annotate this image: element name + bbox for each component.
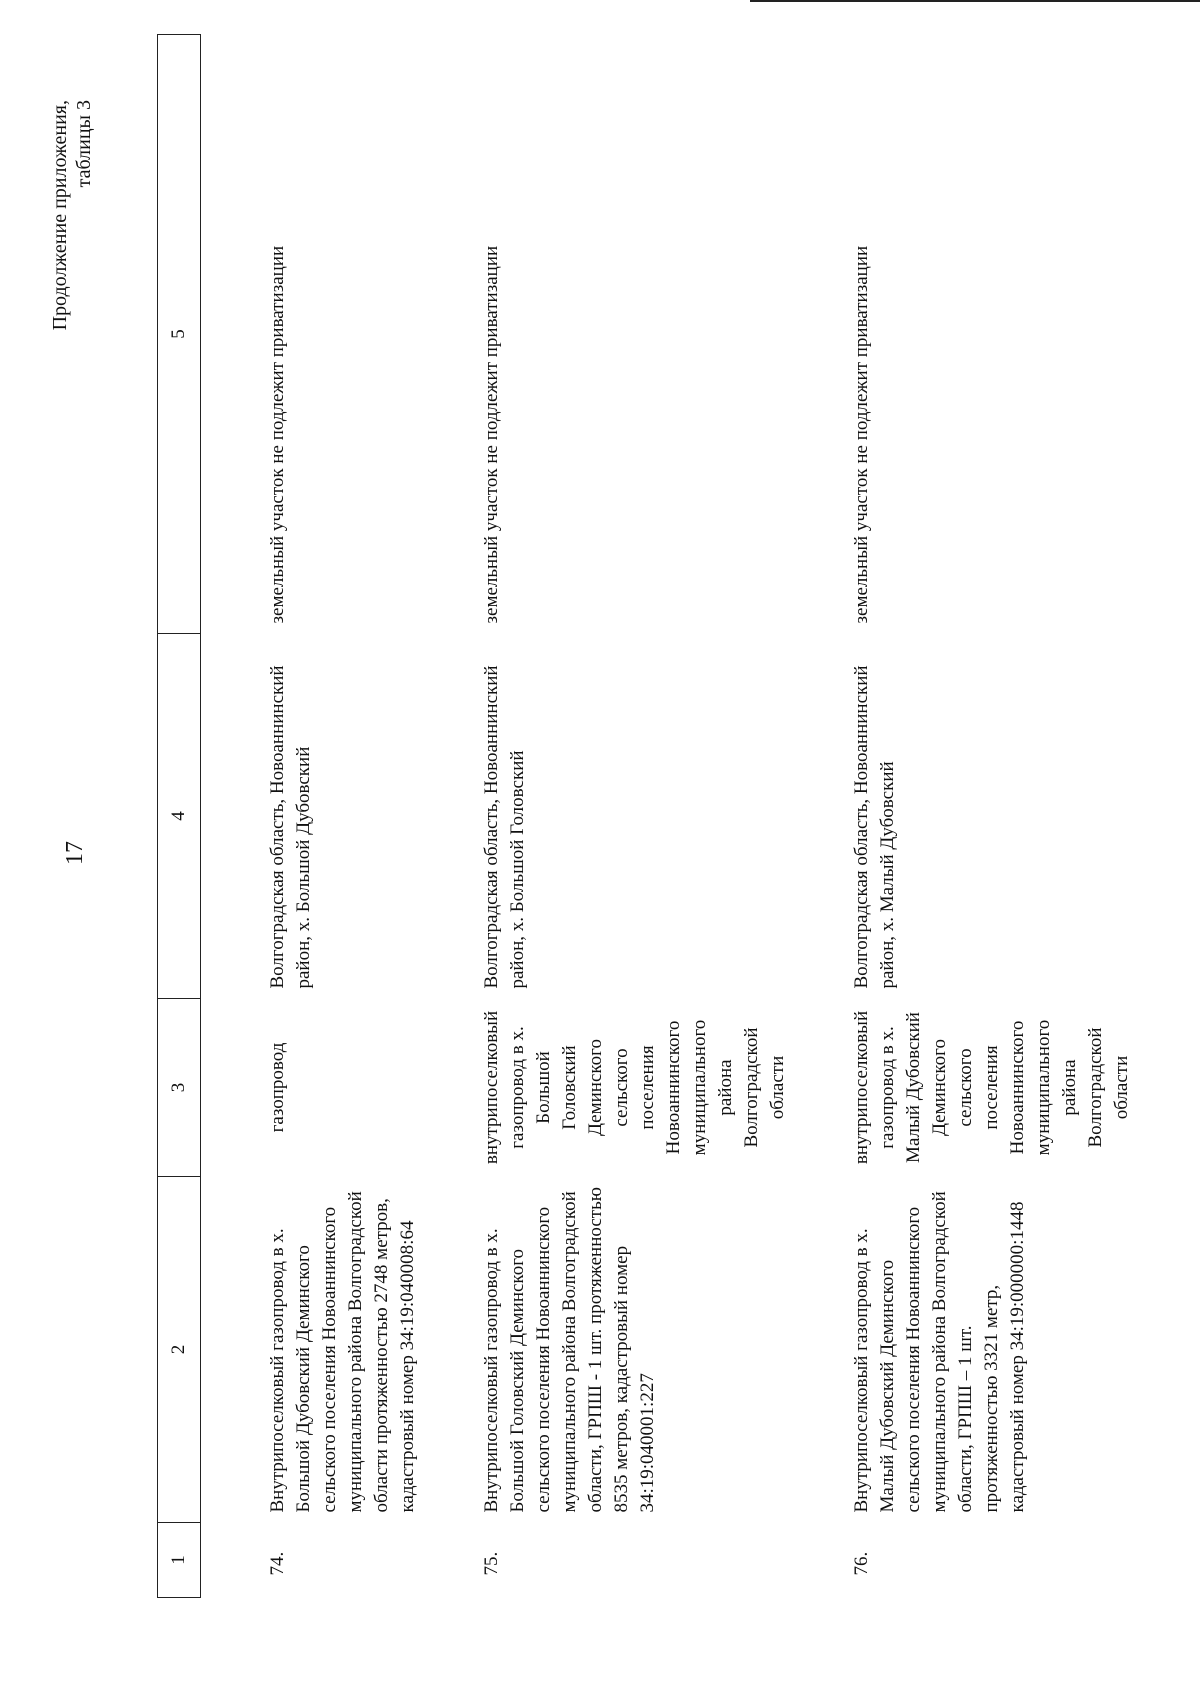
continuation-line-1: Продолжение приложения, (49, 100, 71, 331)
row-number: 74. (267, 1551, 288, 1576)
column-header-5: 5 (158, 35, 201, 634)
object-name: Внутрипоселковый газопровод в х. Большой Головский Деминского сельского поселения Новоаннинского муниципального района Волгоградской области, ГРПШ - 1 шт. протяженностью 8535 метров, кадастровый номер 34:19:040001:227 (481, 1187, 658, 1513)
property-register-table (157, 34, 1175, 1598)
object-note: земельный участок не подлежит приватизации (481, 245, 502, 624)
column-header-1: 1 (158, 1523, 201, 1598)
column-header-2: 2 (158, 1177, 201, 1523)
object-address: Волгоградская область, Новоаннинский район, х. Малый Дубовский (851, 665, 898, 989)
table-row (831, 35, 1175, 1598)
table-row (461, 35, 831, 1598)
object-purpose: газопровод (267, 1042, 288, 1133)
table-header-row (158, 35, 201, 1598)
object-address: Волгоградская область, Новоаннинский район, х. Большой Головский (481, 665, 528, 989)
table-row (201, 35, 462, 1598)
continuation-note (48, 100, 96, 330)
column-header-3: 3 (158, 999, 201, 1177)
column-header-4: 4 (158, 634, 201, 999)
row-number: 76. (851, 1551, 872, 1576)
row-number: 75. (481, 1551, 502, 1576)
page-number: 17 (62, 841, 88, 865)
object-name: Внутрипоселковый газопровод в х. Большой Дубовский Деминского сельского поселения Новоаннинского муниципального района Волгоградской области протяженностью 2748 метров, кадастровый номер 34:19:040008:64 (267, 1191, 418, 1513)
object-purpose: внутрипоселковый газопровод в х. Большой Головский Деминского сельского поселения Новоаннинского муниципального района Волгоградской области (481, 1010, 788, 1165)
object-address: Волгоградская область, Новоаннинский район, х. Большой Дубовский (267, 665, 314, 989)
object-note: земельный участок не подлежит приватизации (851, 245, 872, 624)
object-note: земельный участок не подлежит приватизации (267, 245, 288, 624)
continuation-line-2: таблицы 3 (73, 100, 95, 188)
object-name: Внутрипоселковый газопровод в х. Малый Дубовский Деминского сельского поселения Новоаннинского муниципального района Волгоградской области, ГРПШ – 1 шт. протяженностью 3321 метр, кадастровый номер 34:19:000000:1448 (851, 1191, 1028, 1513)
object-purpose: внутрипоселковый газопровод в х. Малый Дубовский Деминского сельского поселения Новоаннинского муниципального района Волгоградской области (851, 1010, 1132, 1165)
